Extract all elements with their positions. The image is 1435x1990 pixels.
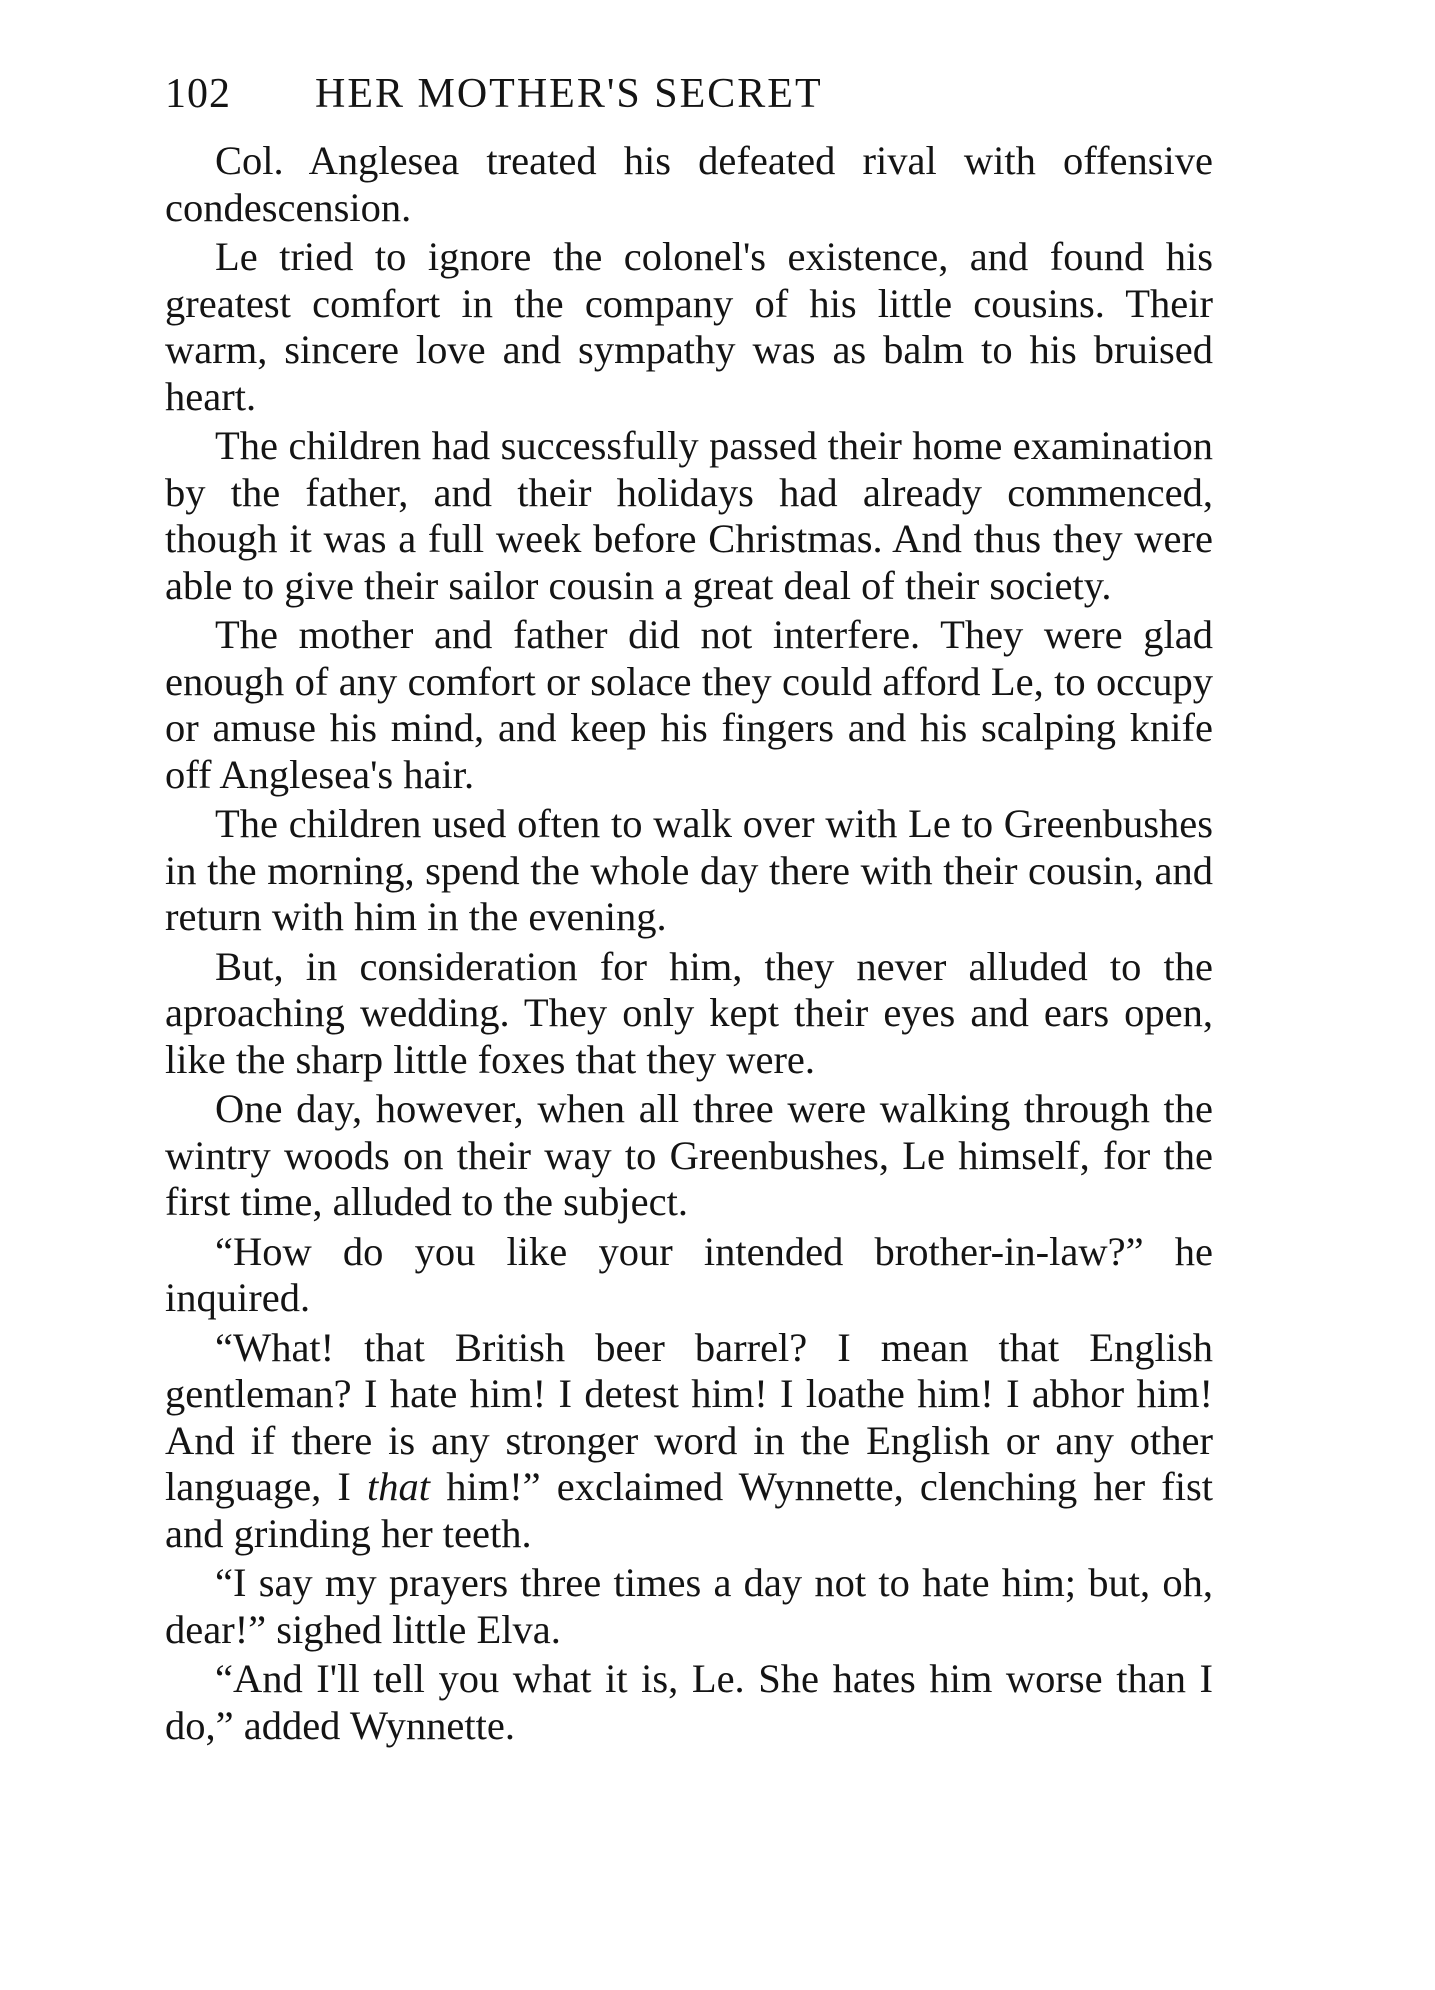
book-page (165, 70, 1213, 1752)
page-number: 102 (165, 71, 231, 117)
paragraph-text: him!” exclaimed Wynnette, clenching her fist and grinding her teeth. (165, 1464, 1213, 1556)
paragraph: Le tried to ignore the colonel's existence, and found his greatest comfort in the company of his little cousins. Their warm, sincere love and sympathy was as balm to his bruised heart. (165, 234, 1213, 419)
running-head: HER MOTHER'S SECRET (315, 71, 823, 117)
paragraph: But, in consideration for him, they never alluded to the aproaching wedding. They only kept their eyes and ears open, like the sharp little foxes that they were. (165, 943, 1213, 1082)
paragraph: One day, however, when all three were walking through the wintry woods on their way to Greenbushes, Le himself, for the first time, alluded to the subject. (165, 1086, 1213, 1224)
paragraph: “I say my prayers three times a day not to hate him; but, oh, dear!” sighed little Elva. (165, 1560, 1213, 1652)
paragraph: “And I'll tell you what it is, Le. She hates him worse than I do,” added Wynnette. (165, 1656, 1213, 1748)
paragraph: The children used often to walk over with Le to Greenbushes in the morning, spend the whole day there with their cousin, and return with him in the evening. (165, 801, 1213, 939)
paragraph: “How do you like your intended brother-in-law?” he inquired. (165, 1228, 1213, 1320)
paragraph (165, 1325, 1213, 1558)
paragraph: Col. Anglesea treated his defeated rival with offensive condescension. (165, 138, 1213, 230)
paragraph: The children had successfully passed their home examination by the father, and their holidays had already commenced, though it was a full week before Christmas. And thus they were able to give their sailor cousin a great deal of their society. (165, 423, 1213, 608)
paragraph-text: “What! that British beer barrel? I mean that English gentleman? I hate him! I detest him! I loathe him! I abhor him! And if there is any stronger word in the English or any other language, I (165, 1324, 1213, 1509)
body-text (165, 138, 1213, 1749)
page-header (165, 70, 1213, 130)
paragraph: The mother and father did not interfere. They were glad enough of any comfort or solace they could afford Le, to occupy or amuse his mind, and keep his fingers and his scalping knife off Anglesea's hair. (165, 612, 1213, 797)
emphasized-word: that (367, 1464, 431, 1509)
